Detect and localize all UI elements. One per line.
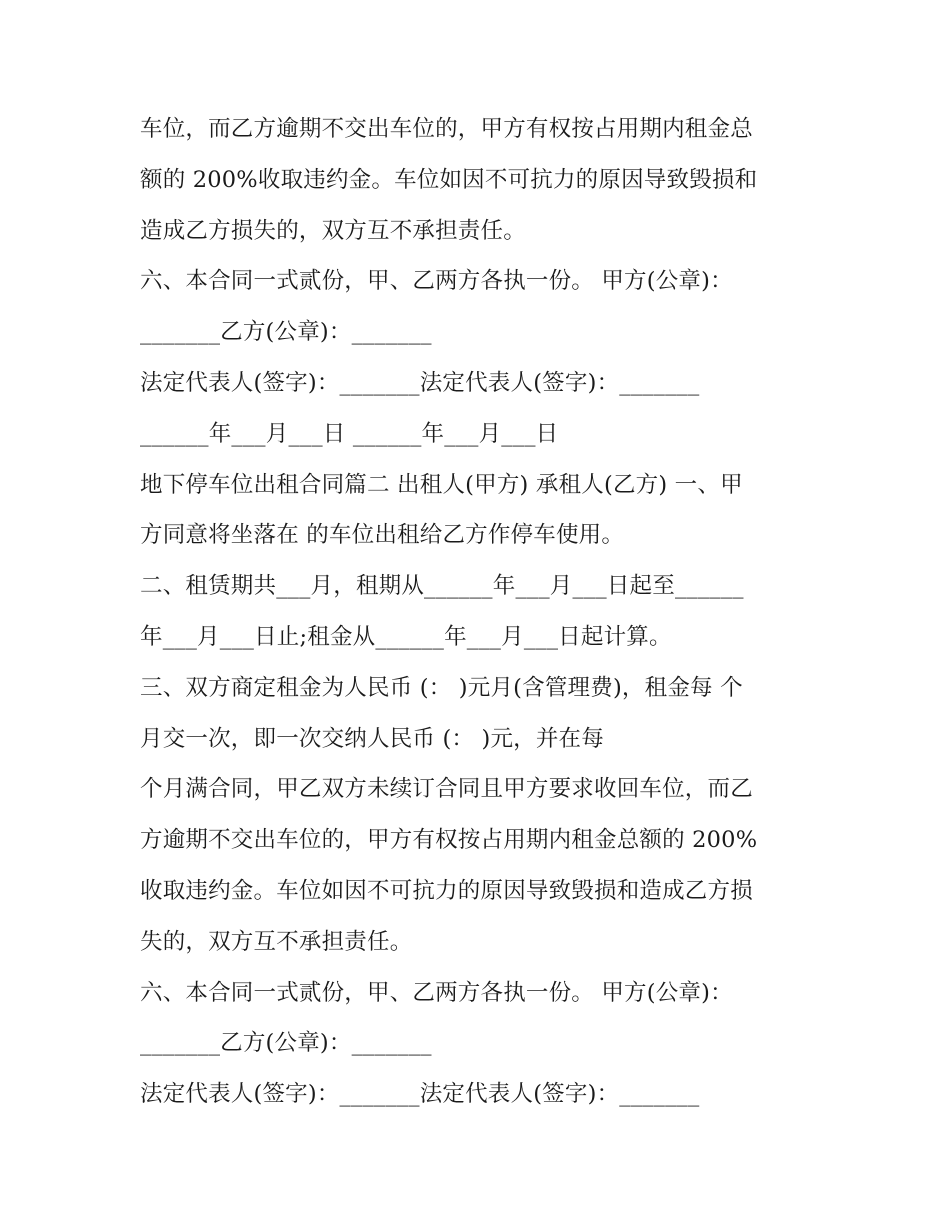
text-line: 车位，而乙方逾期不交出车位的，甲方有权按占用期内租金总 xyxy=(140,116,753,142)
date-line: ______年___月___日 ______年___月___日 xyxy=(140,420,559,447)
text-line: 收取违约金。车位如因不可抗力的原因导致毁损和造成乙方损 xyxy=(140,877,753,904)
text-line: 二、租赁期共___月，租期从______年___月___日起至______ xyxy=(140,573,744,600)
text-line: 六、本合同一式贰份，甲、乙两方各执一份。 甲方(公章)： xyxy=(140,979,733,1006)
text-line: 月交一次，即一次交纳人民币 (： )元，并在每 xyxy=(140,725,604,752)
signature-line: 法定代表人(签字)：_______法定代表人(签字)：_______ xyxy=(140,1081,700,1108)
text-line: 方逾期不交出车位的，甲方有权按占用期内租金总额的 200% xyxy=(140,827,758,854)
text-line: 三、双方商定租金为人民币 (： )元月(含管理费)，租金每 个 xyxy=(140,674,743,701)
signature-line: _______乙方(公章)：_______ xyxy=(140,1030,432,1057)
text-line: 造成乙方损失的，双方互不承担责任。 xyxy=(140,217,526,244)
contract-text xyxy=(140,104,830,1120)
text-line: 个月满合同，甲乙双方未续订合同且甲方要求收回车位，而乙 xyxy=(140,776,753,803)
signature-line: 法定代表人(签字)：_______法定代表人(签字)：_______ xyxy=(140,369,700,396)
signature-line: _______乙方(公章)：_______ xyxy=(140,319,432,346)
text-line: 方同意将坐落在 的车位出租给乙方作停车使用。 xyxy=(140,522,625,549)
text-line: 六、本合同一式贰份，甲、乙两方各执一份。 甲方(公章)： xyxy=(140,268,733,295)
text-line: 失的，双方互不承担责任。 xyxy=(140,928,413,955)
text-line: 额的 200%收取违约金。车位如因不可抗力的原因导致毁损和 xyxy=(140,166,758,193)
text-line: 年___月___日止;租金从______年___月___日起计算。 xyxy=(140,623,672,650)
text-line: 地下停车位出租合同篇二 出租人(甲方) 承租人(乙方) 一、甲 xyxy=(140,471,743,498)
